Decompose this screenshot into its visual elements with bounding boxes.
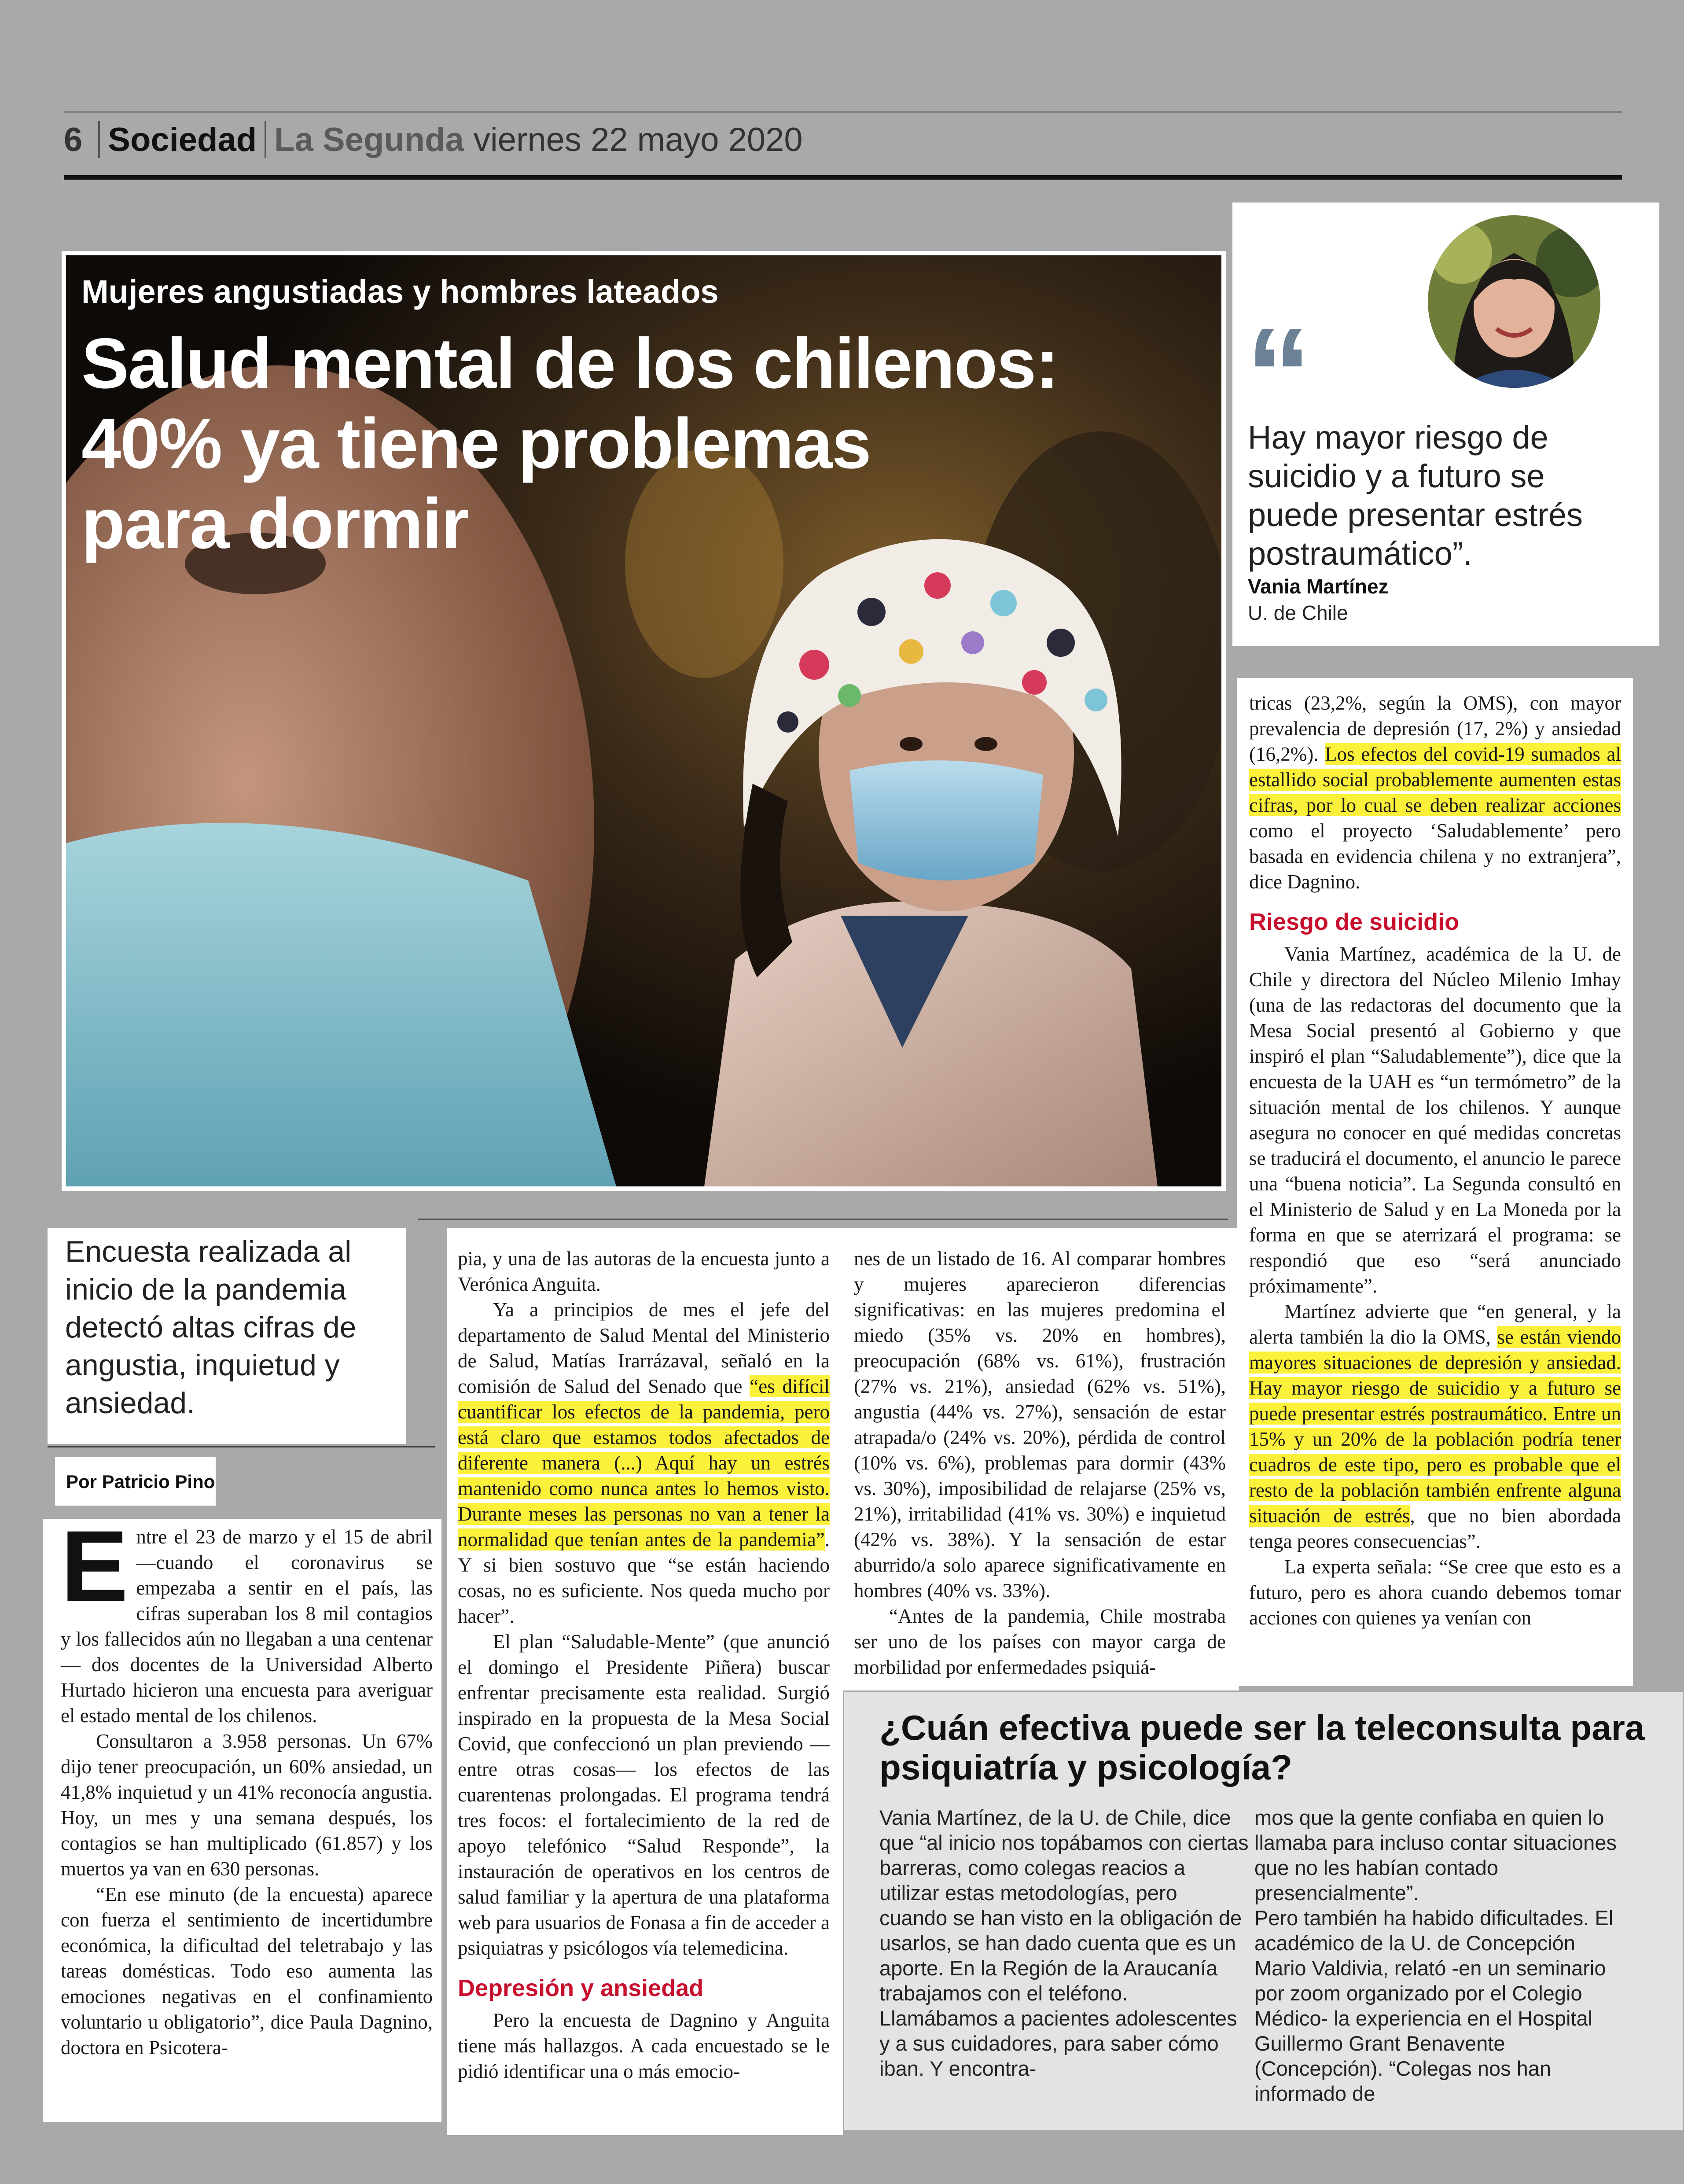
headline-line: Salud mental de los chilenos: xyxy=(81,324,1059,403)
drop-cap: E xyxy=(61,1510,129,1623)
article-column-1 xyxy=(61,1510,433,2060)
headline-title xyxy=(81,324,1138,564)
paragraph xyxy=(61,1510,433,1728)
paragraph-text: . Y si bien sostuvo que “se están haciendo cosas, no es suficiente. Nos queda mucho por hacer”. xyxy=(458,1528,830,1627)
header-divider xyxy=(265,121,266,158)
header-top-rule xyxy=(64,111,1622,113)
paragraph xyxy=(1249,690,1621,895)
section-rule xyxy=(418,1219,1228,1220)
header-divider xyxy=(98,121,100,158)
article-column-3 xyxy=(854,1246,1226,1680)
paragraph-text: ntre el 23 de marzo y el 15 de abril —cuando el coronavirus se empezaba a sentir en el país, las cifras superaban los 8 mil contagios y los fallecidos aún no llegaban a una centenar— dos docentes de la Universidad Alberto Hurtado hicieron una encuesta para averiguar el estado mental de los chilenos. xyxy=(61,1526,433,1727)
issue-date: viernes 22 mayo 2020 xyxy=(473,121,803,158)
subheading: Riesgo de suicidio xyxy=(1249,909,1460,935)
hero-headline xyxy=(81,273,1138,564)
paragraph-text: Ya a principios de mes el jefe del departamento de Salud Mental del Ministerio de Salud, Matías Irarrázaval, señaló en la comisión de Salud del Senado que xyxy=(458,1299,830,1397)
article-column-2 xyxy=(458,1246,830,2084)
paragraph: mos que la gente confiaba en quien lo llamaba para incluso contar situaciones que no les habían contado presencialmente”. xyxy=(1254,1806,1617,1904)
paragraph: El plan “Saludable-Mente” (que anunció el domingo el Presidente Piñera) buscar enfrentar precisamente esta realidad. Surgió inspirado en la propuesta de la Mesa Social Covid, que confeccionó un plan previendo —entre otras cosas— los efectos de las cuarentenas prolongadas. El programa tendrá tres focos: el fortalecimiento de la red de apoyo telefónico “Salud Responde”, la instauración de operativos en los centros de salud familiar y la apertura de una plataforma web para usuarios de Fonasa a fin de acceder a psiquiatras y psicólogos vía telemedicina. xyxy=(458,1631,830,1959)
publication-name: La Segunda xyxy=(274,121,464,158)
paragraph: Pero también ha habido dificultades. El académico de la U. de Concepción Mario Valdivia, relató -en un seminario por zoom organizado por el Colegio Médico- la experiencia en el Hospital Guillermo Grant Benavente (Concepción). “Colegas nos han informado de xyxy=(1254,1906,1614,2105)
quote-mark-icon: “ xyxy=(1246,300,1312,448)
quote-source-affiliation: U. de Chile xyxy=(1248,601,1348,624)
paragraph: Pero la encuesta de Dagnino y Anguita tiene más hallazgos. A cada encuestado se le pidió identificar una o más emocio- xyxy=(458,2009,830,2082)
quote-source-name: Vania Martínez xyxy=(1248,575,1389,598)
paragraph: Consultaron a 3.958 personas. Un 67% dijo tener preocupación, un 60% ansiedad, un 41,8% inquietud y un 41% reconocía angustia. Hoy, un mes y una semana después, los contagios se han multiplicado (61.857) y los muertos ya van en 630 personas. xyxy=(61,1730,433,1880)
paragraph-text: tricas (23,2%, según la OMS), con mayor prevalencia de depresión (17, 2%) y ansiedad (16,2%). xyxy=(1249,692,1621,765)
page-header xyxy=(64,115,803,164)
paragraph: Vania Martínez, de la U. de Chile, dice que “al inicio nos topábamos con ciertas barreras, como colegas reacios a utilizar estas metodologías, pero cuando se han visto en la obligación de usarlos, se han dado cuenta que es un aporte. En la Región de la Araucanía trabajamos con el teléfono. Llamábamos a pacientes adolescentes y a sus cuidadores, para saber cómo iban. Y encontra- xyxy=(879,1806,1249,2080)
byline: Por Patricio Pino xyxy=(66,1471,215,1492)
header-bottom-rule xyxy=(64,175,1622,180)
paragraph xyxy=(1249,1299,1621,1554)
avatar xyxy=(1426,214,1602,390)
paragraph: pia, y una de las autoras de la encuesta junto a Verónica Anguita. xyxy=(458,1248,830,1295)
page-number: 6 xyxy=(64,121,83,158)
byline-rule xyxy=(48,1446,435,1447)
headline-line: 40% ya tiene problemas xyxy=(81,404,871,483)
highlighted-text: se están viendo mayores situaciones de depresión y ansiedad. Hay mayor riesgo de suicidio y a futuro se puede presentar estrés postraumático. Entre un 15% y un 20% de la población podría tener cuadros de este tipo, pero es probable que el resto de la población también enfrente alguna situación de estrés xyxy=(1249,1326,1621,1527)
headline-line: para dormir xyxy=(81,484,468,563)
sidebar-column-2 xyxy=(1254,1805,1624,2106)
paragraph: La experta señala: “Se cree que esto es a futuro, pero es ahora cuando debemos tomar acciones con quienes ya venían con xyxy=(1249,1556,1621,1629)
article-lead: Encuesta realizada al inicio de la pandemia detectó altas cifras de angustia, inquietud y ansiedad. xyxy=(65,1235,357,1420)
headline-kicker: Mujeres angustiadas y hombres lateados xyxy=(81,273,719,310)
paragraph-text: Martínez advierte que “en general, y la alerta también la dio la OMS, xyxy=(1249,1300,1621,1348)
highlighted-text: “es difícil cuantificar los efectos de la pandemia, pero está claro que estamos todos afectados de diferente manera (...) Aquí hay un estrés mantenido como nunca antes lo hemos visto. Durante meses las personas no van a tener la normalidad que tenían antes de la pandemia” xyxy=(458,1375,830,1551)
paragraph: nes de un listado de 16. Al comparar hombres y mujeres aparecieron diferencias significativas: en las mujeres predomina el miedo (35% vs. 20% en hombres), preocupación (68% vs. 61%), frustración (27% vs. 21%), ansiedad (62% vs. 51%), angustia (44% vs. 27%), sensación de estar atrapada/o (24% vs. 20%), pérdida de control (10% vs. 6%), problemas para dormir (43% vs. 30%), imposibilidad de relajarse (25% vs, 21%), irritabilidad (41% vs. 30%) e inquietud (42% vs. 38%). Y la sensación de estar aburrido/a solo aparece significativamente en hombres (40% vs. 33%). xyxy=(854,1248,1226,1602)
highlighted-text: Los efectos del covid-19 sumados al estallido social probablemente aumenten estas cifras, por lo cual se deben realizar acciones xyxy=(1249,743,1621,816)
paragraph-text: como el proyecto ‘Saludablemente’ pero basada en evidencia chilena y no extranjera”, dice Dagnino. xyxy=(1249,820,1621,893)
pull-quote-text: Hay mayor riesgo de suicidio y a futuro se puede presentar estrés postraumático”. xyxy=(1248,419,1583,572)
section-name: Sociedad xyxy=(108,121,257,158)
portrait-photo xyxy=(1426,214,1602,390)
sidebar-title: ¿Cuán efectiva puede ser la teleconsulta para psiquiatría y psicología? xyxy=(879,1708,1645,1787)
paragraph xyxy=(458,1297,830,1629)
paragraph: “En ese minuto (de la encuesta) aparece con fuerza el sentimiento de incertidumbre económica, la dificultad del teletrabajo y las tareas domésticas. Todo eso aumenta las emociones negativas en el confinamiento voluntario u obligatorio”, dice Paula Dagnino, doctora en Psicotera- xyxy=(61,1883,433,2059)
paragraph: “Antes de la pandemia, Chile mostraba ser uno de los países con mayor carga de morbilidad por enfermedades psiquiá- xyxy=(854,1605,1226,1678)
paragraph: Vania Martínez, académica de la U. de Chile y directora del Núcleo Milenio Imhay (una de las redactoras del documento que la Mesa Social presentó al Gobierno y que inspiró el plan “Saludablemente”), dice que la encuesta de la UAH es “un termómetro” de la situación mental de los chilenos. Y aunque asegura no conocer en qué medidas concretas se traducirá el documento, el anuncio le parece una “buena noticia”. La Segunda consultó en el Ministerio de Salud y en La Moneda por la forma en que se aterrizará el programa: se respondió que eso “será anunciado próximamente”. xyxy=(1249,943,1621,1297)
subheading: Depresión y ansiedad xyxy=(458,1975,704,2001)
paragraph-text: , que no bien abordada tenga peores consecuencias”. xyxy=(1249,1505,1621,1552)
article-column-4 xyxy=(1249,690,1621,1631)
sidebar-column-1 xyxy=(879,1805,1249,2081)
